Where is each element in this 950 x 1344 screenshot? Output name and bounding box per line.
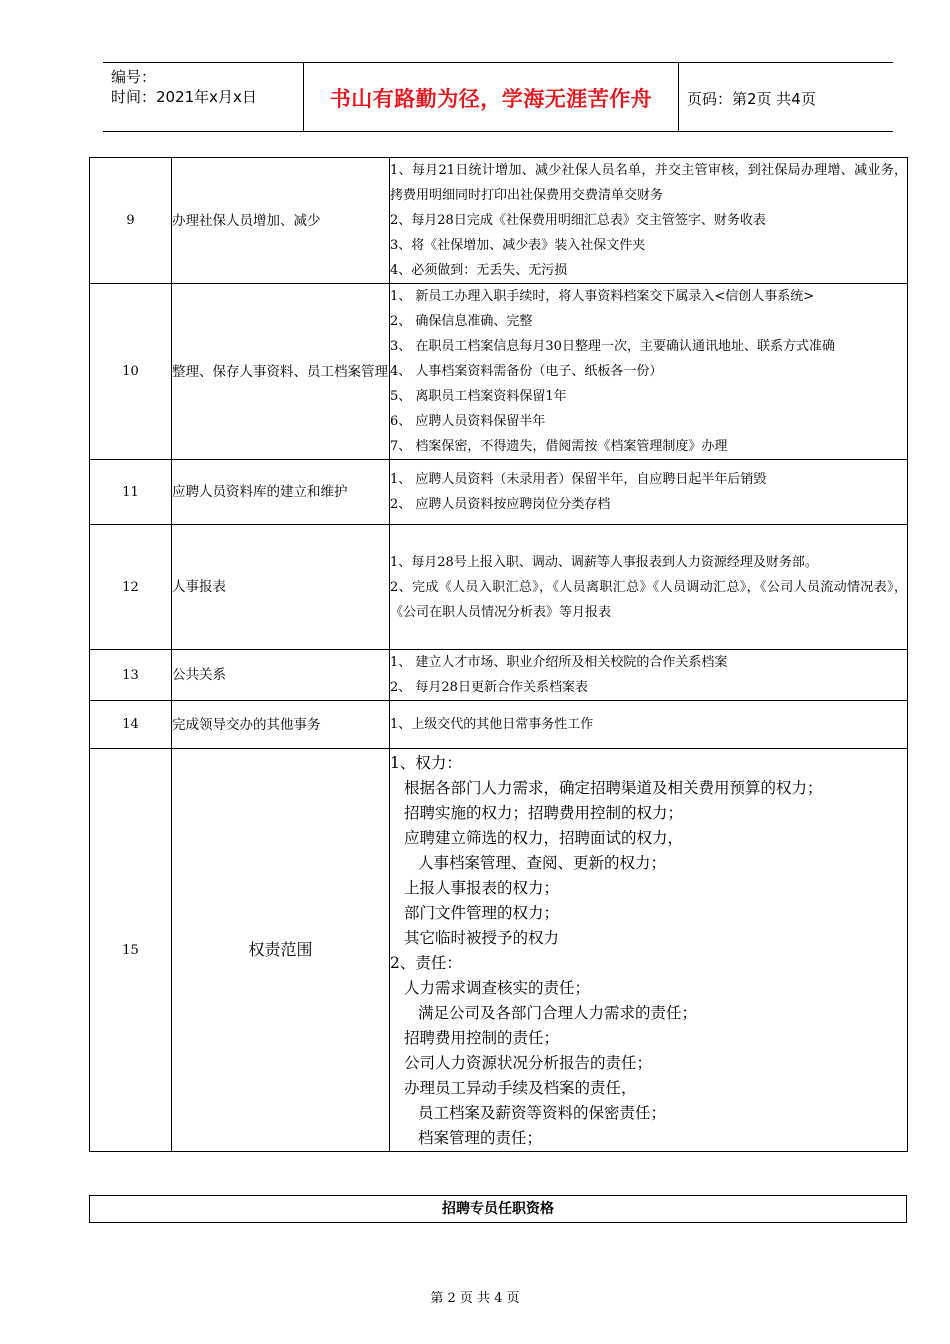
description-line: 1、每月21日统计增加、减少社保人员名单，并交主管审核，到社保局办理增、减业务，拷费用明细同时打印出社保费用交费清单交财务 xyxy=(390,163,907,203)
description-line: 3、 在职员工档案信息每月30日整理一次，主要确认通讯地址、联系方式准确 xyxy=(390,339,835,354)
row-description xyxy=(390,460,908,525)
description-line: 4、 人事档案资料需备份（电子、纸板各一份） xyxy=(390,364,663,379)
header-page-info: 页码：第2页 共4页 xyxy=(687,90,816,108)
description-line: 其它临时被授予的权力 xyxy=(404,929,560,947)
description-line: 招聘费用控制的责任； xyxy=(404,1029,560,1047)
row-item-name: 人事报表 xyxy=(172,525,390,650)
page-footer: 第 2 页 共 4 页 xyxy=(430,1291,520,1306)
description-line: 满足公司及各部门合理人力需求的责任； xyxy=(418,1004,698,1022)
description-line: 档案管理的责任； xyxy=(418,1129,543,1147)
duties-table-body xyxy=(90,158,908,1152)
table-row xyxy=(90,525,908,650)
document-date: 时间：2021年x月x日 xyxy=(111,88,257,106)
description-line: 2、每月28日完成《社保费用明细汇总表》交主管签字、财务收表 xyxy=(390,213,766,228)
description-line: 根据各部门人力需求，确定招聘渠道及相关费用预算的权力； xyxy=(404,779,823,797)
table-row xyxy=(90,650,908,701)
row-item-name: 权责范围 xyxy=(172,749,390,1152)
row-number: 12 xyxy=(90,525,172,650)
row-item-name: 完成领导交办的其他事务 xyxy=(172,701,390,749)
table-row xyxy=(90,158,908,284)
row-item-name: 公共关系 xyxy=(172,650,390,701)
description-line: 招聘实施的权力；招聘费用控制的权力； xyxy=(404,804,684,822)
row-item-name: 办理社保人员增加、减少 xyxy=(172,158,390,284)
description-line: 公司人力资源状况分析报告的责任； xyxy=(404,1054,653,1072)
page-header xyxy=(103,62,893,132)
description-line: 员工档案及薪资等资料的保密责任； xyxy=(418,1104,667,1122)
description-line: 6、 应聘人员资料保留半年 xyxy=(390,414,546,429)
row-description xyxy=(390,749,908,1152)
description-line: 3、将《社保增加、减少表》装入社保文件夹 xyxy=(390,238,646,253)
row-description xyxy=(390,284,908,460)
description-line: 1、上级交代的其他日常事务性工作 xyxy=(390,717,594,732)
row-item-name: 应聘人员资料库的建立和维护 xyxy=(172,460,390,525)
description-line: 2、 应聘人员资料按应聘岗位分类存档 xyxy=(390,497,611,512)
description-line: 人力需求调查核实的责任； xyxy=(404,979,591,997)
row-number: 9 xyxy=(90,158,172,284)
description-line: 1、 新员工办理入职手续时，将人事资料档案交下属录入<信创人事系统> xyxy=(390,289,815,304)
description-line: 1、 建立人才市场、职业介绍所及相关校院的合作关系档案 xyxy=(390,655,728,670)
row-item-name: 整理、保存人事资料、员工档案管理 xyxy=(172,284,390,460)
description-line: 5、 离职员工档案资料保留1年 xyxy=(390,389,567,404)
row-description xyxy=(390,701,908,749)
document-number: 编号： xyxy=(111,68,157,86)
row-number: 11 xyxy=(90,460,172,525)
description-line: 办理员工异动手续及档案的责任， xyxy=(404,1079,637,1097)
row-description xyxy=(390,158,908,284)
description-line: 4、必须做到：无丢失、无污损 xyxy=(390,263,568,278)
row-description xyxy=(390,525,908,650)
description-line: 上报人事报表的权力； xyxy=(404,879,560,897)
row-number: 13 xyxy=(90,650,172,701)
table-row xyxy=(90,701,908,749)
description-line: 人事档案管理、查阅、更新的权力； xyxy=(418,854,667,872)
row-description xyxy=(390,650,908,701)
description-line: 2、 每月28日更新合作关系档案表 xyxy=(390,680,588,695)
row-number: 15 xyxy=(90,749,172,1152)
table-row xyxy=(90,749,908,1152)
description-line: 1、每月28号上报入职、调动、调薪等人事报表到人力资源经理及财务部。 xyxy=(390,554,818,570)
row-number: 10 xyxy=(90,284,172,460)
header-divider xyxy=(678,63,679,131)
description-line: 2、完成《人员入职汇总》，《人员离职汇总》《人员调动汇总》，《公司人员流动情况表》，《公司在职人员情况分析表》等月报表 xyxy=(390,579,907,620)
table-row xyxy=(90,460,908,525)
header-motto: 书山有路勤为径，学海无涯苦作舟 xyxy=(329,87,653,111)
row-number: 14 xyxy=(90,701,172,749)
description-line: 应聘建立筛选的权力，招聘面试的权力， xyxy=(404,829,684,847)
description-line: 1、权力： xyxy=(390,754,462,772)
table-row xyxy=(90,284,908,460)
qualification-section-title: 招聘专员任职资格 xyxy=(89,1195,907,1223)
duties-table xyxy=(89,157,908,1152)
description-line: 2、责任： xyxy=(390,954,462,972)
description-line: 7、 档案保密，不得遗失，借阅需按《档案管理制度》办理 xyxy=(390,439,728,454)
header-meta xyxy=(111,67,257,107)
description-line: 部门文件管理的权力； xyxy=(404,904,560,922)
description-line: 2、 确保信息准确、完整 xyxy=(390,314,533,329)
description-line: 1、 应聘人员资料（未录用者）保留半年，自应聘日起半年后销毁 xyxy=(390,472,767,487)
